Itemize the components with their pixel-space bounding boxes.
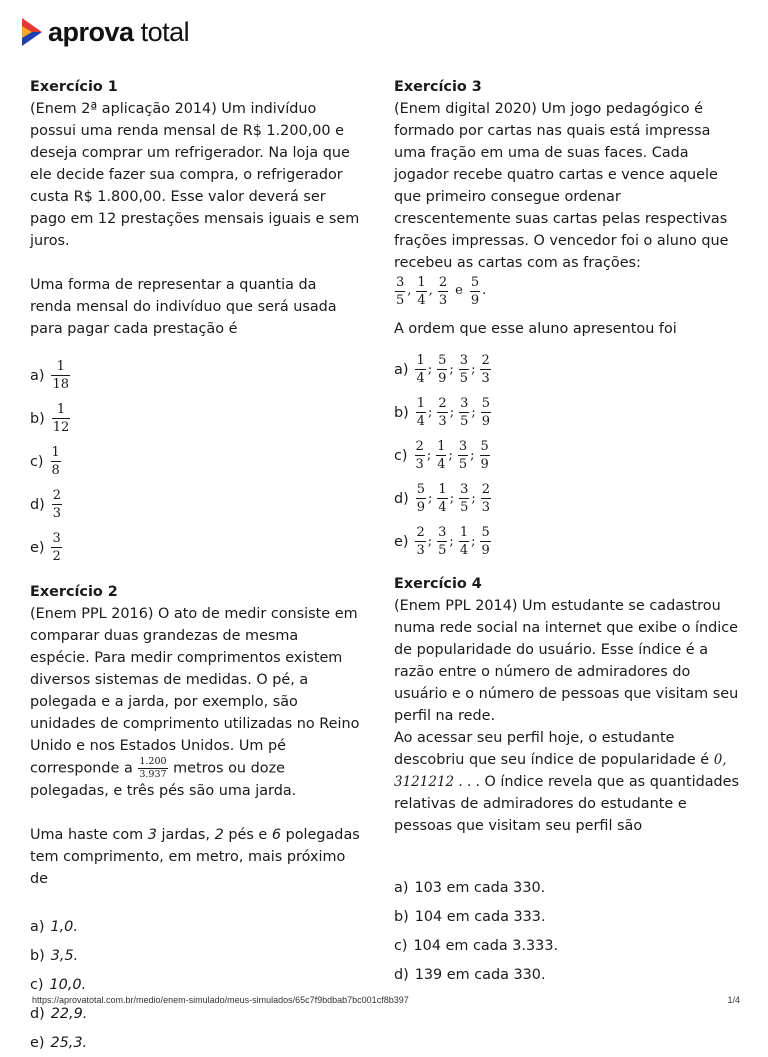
- option-d[interactable]: [30, 483, 360, 526]
- exercise-3: [394, 76, 740, 563]
- option-label: d): [30, 496, 45, 513]
- option-fraction: [51, 531, 61, 564]
- exercise-4-text-2: Ao acessar seu perfil hoje, o estudante descobriu que seu índice de popularidade é 0, 3121212 . . . O índice revela que as quantidades relativas de admiradores do estudante e pessoas que visitam seu perfil são: [394, 730, 740, 834]
- fraction-numerator: 3: [52, 531, 61, 546]
- fraction-denominator: 3: [438, 292, 448, 308]
- fraction-numerator: 3: [459, 353, 469, 368]
- option-a[interactable]: [30, 354, 360, 397]
- option-fraction: [416, 396, 426, 429]
- option-fraction: [480, 525, 490, 558]
- option-label: e): [30, 539, 45, 556]
- semicolon-separator: ;: [427, 533, 433, 549]
- fraction-numerator: 5: [481, 525, 490, 540]
- option-fraction: [480, 439, 490, 472]
- option-label: b): [30, 410, 45, 427]
- exercise-4-text: (Enem PPL 2014) Um estudante se cadastrou numa rede social na internet que exibe o índice de popularidade do usuário. Esse índice é a razão entre o número de admiradores do usuário e o número de pessoas que visitam seu perfil na rede.: [394, 598, 739, 724]
- exercise-3-text: (Enem digital 2020) Um jogo pedagógico é formado por cartas nas quais está impressa uma fração em uma de suas faces. Cada jogador recebe quatro cartas e vence aquele que primeiro consegue ordenar crescentemente suas cartas pelas respectivas frações impressas. O vencedor foi o aluno que recebeu as cartas com as frações:: [394, 101, 729, 271]
- comma-separator: ,: [407, 283, 412, 298]
- card-fraction: [416, 275, 426, 308]
- fraction-numerator: 1: [51, 445, 60, 460]
- exercise-1-question: Uma forma de representar a quantia da renda mensal do indivíduo que será usada para pagar cada prestação é: [30, 277, 337, 337]
- popularity-index: 0, 3121212 . . .: [394, 752, 727, 790]
- card-fraction: [395, 275, 405, 308]
- exercise-2-question: Uma haste com 3 jardas, 2 pés e 6 polegadas tem comprimento, em metro, mais próximo de: [30, 827, 360, 887]
- fraction-numerator: 1: [56, 402, 66, 417]
- option-c[interactable]: [394, 434, 740, 477]
- option-d[interactable]: [394, 477, 740, 520]
- option-fraction: [459, 482, 469, 515]
- fraction-numerator: 2: [438, 396, 447, 411]
- card-fraction: [470, 275, 480, 308]
- fraction-numerator: 1: [416, 353, 425, 368]
- option-label: c): [30, 453, 44, 470]
- option-label: b): [394, 908, 409, 925]
- fraction-denominator: 3: [438, 414, 447, 429]
- fraction-denominator: 5: [458, 457, 468, 472]
- option-e[interactable]: [30, 526, 360, 569]
- fraction-numerator: 3: [396, 274, 405, 290]
- fraction-numerator: 1: [417, 274, 426, 290]
- semicolon-separator: ;: [471, 490, 476, 506]
- fraction-numerator: 1: [416, 396, 426, 411]
- fraction-denominator: 2: [52, 549, 61, 564]
- fraction-numerator: 2: [52, 488, 62, 503]
- option-label: c): [394, 937, 408, 954]
- fraction-denominator: 9: [481, 543, 490, 558]
- right-column: [394, 76, 740, 989]
- semicolon-separator: ;: [428, 490, 433, 506]
- option-value: 139 em cada 330.: [414, 966, 546, 983]
- fraction-denominator: 5: [460, 500, 469, 515]
- card-fraction: [438, 275, 448, 308]
- page-footer: [32, 995, 740, 1005]
- fraction-numerator: 2: [416, 525, 425, 540]
- option-value: 25,3.: [50, 1034, 88, 1051]
- fraction-numerator: 2: [481, 353, 490, 368]
- fraction-denominator: 9: [481, 414, 491, 429]
- fraction-numerator: 2: [438, 274, 448, 290]
- semicolon-separator: ;: [471, 361, 476, 377]
- fraction-denominator: 3: [415, 457, 424, 472]
- option-fraction: [480, 353, 490, 386]
- option-label: b): [394, 404, 409, 421]
- fraction-numerator: 1: [438, 482, 447, 497]
- option-label: d): [394, 966, 409, 983]
- semicolon-separator: ;: [448, 447, 453, 463]
- exercise-4-title: Exercício 4: [394, 576, 482, 592]
- fraction-denominator: 4: [416, 371, 425, 386]
- option-value: 104 em cada 333.: [414, 908, 546, 925]
- fraction-denominator: 5: [459, 371, 469, 386]
- semicolon-separator: ;: [470, 447, 475, 463]
- fraction-numerator: 3: [438, 525, 447, 540]
- exercise-4-options: [394, 873, 740, 989]
- exercise-2: [30, 581, 360, 1057]
- brand-logo[interactable]: [22, 16, 189, 48]
- semicolon-separator: ;: [449, 490, 455, 506]
- option-fraction: [481, 482, 491, 515]
- fraction-numerator: 5: [416, 482, 426, 497]
- exercise-1-options: [30, 354, 360, 569]
- exercise-3-question: A ordem que esse aluno apresentou foi: [394, 321, 677, 337]
- fraction-denominator: 4: [416, 414, 426, 429]
- option-fraction: [437, 482, 447, 515]
- fraction-numerator: 3: [458, 439, 468, 454]
- semicolon-separator: ;: [449, 404, 455, 420]
- option-fraction: [458, 439, 468, 472]
- option-fraction: [437, 353, 447, 386]
- option-value: 104 em cada 3.333.: [413, 937, 559, 954]
- option-fraction: [52, 402, 71, 435]
- fraction-denominator: 18: [52, 377, 69, 392]
- fraction-denominator: 4: [417, 292, 426, 308]
- semicolon-separator: ;: [449, 533, 454, 549]
- exercise-2-options: [30, 912, 360, 1057]
- exercise-1-title: Exercício 1: [30, 79, 118, 95]
- option-fraction: [415, 439, 425, 472]
- fraction-denominator: 3: [416, 543, 425, 558]
- fraction-denominator: 3: [481, 371, 490, 386]
- option-label: a): [30, 918, 45, 935]
- option-fraction: [437, 525, 447, 558]
- semicolon-separator: ;: [428, 404, 433, 420]
- exercise-3-title: Exercício 3: [394, 79, 482, 95]
- left-column: [30, 76, 360, 1057]
- option-fraction: [459, 353, 469, 386]
- fraction-numerator: 5: [470, 274, 480, 290]
- fraction-numerator: 1: [56, 359, 65, 374]
- fraction-denominator: 9: [470, 292, 480, 308]
- fraction-numerator: 3: [460, 482, 469, 497]
- fraction-numerator: 2: [415, 439, 424, 454]
- option-label: e): [394, 533, 409, 550]
- semicolon-separator: ;: [449, 361, 454, 377]
- fraction-numerator: 1: [459, 525, 469, 540]
- fraction-denominator: 4: [437, 457, 446, 472]
- comma-separator: ,: [428, 283, 433, 298]
- period-separator: .: [482, 283, 487, 298]
- option-d[interactable]: [394, 960, 740, 989]
- option-b[interactable]: [30, 397, 360, 440]
- foot-fraction: $\frac{1.200}{3.937}$: [139, 756, 167, 780]
- option-fraction: [437, 396, 447, 429]
- option-fraction: [52, 488, 62, 521]
- fraction-denominator: 4: [459, 543, 469, 558]
- option-value: 1,0.: [50, 918, 78, 935]
- footer-url[interactable]: https://aprovatotal.com.br/medio/enem-simulado/meus-simulados/65c7f9bdbab7bc001cf8b397: [32, 995, 409, 1005]
- semicolon-separator: ;: [471, 404, 476, 420]
- fraction-denominator: 9: [480, 457, 489, 472]
- fraction-denominator: 3: [481, 500, 491, 515]
- exercise-3-options: [394, 348, 740, 563]
- exercise-4: [394, 573, 740, 989]
- option-label: d): [394, 490, 409, 507]
- semicolon-separator: ;: [427, 361, 433, 377]
- option-label: a): [30, 367, 45, 384]
- logo-mark-icon: [22, 18, 42, 46]
- fraction-denominator: 3: [52, 506, 62, 521]
- option-b[interactable]: [394, 391, 740, 434]
- option-fraction: [459, 525, 469, 558]
- semicolon-separator: ;: [426, 447, 432, 463]
- fraction-denominator: 5: [396, 292, 405, 308]
- option-c[interactable]: [394, 931, 740, 960]
- option-fraction: [415, 353, 425, 386]
- option-label: d): [30, 1005, 45, 1022]
- option-a[interactable]: [394, 873, 740, 902]
- page-number: 1/4: [727, 995, 740, 1005]
- fraction-numerator: 1: [437, 439, 446, 454]
- option-value: 3,5.: [50, 947, 79, 964]
- option-label: b): [30, 947, 45, 964]
- brand-wordmark: aprova total: [48, 16, 190, 47]
- fraction-numerator: 2: [481, 482, 491, 497]
- option-fraction: [436, 439, 446, 472]
- fraction-numerator: 5: [481, 396, 491, 411]
- option-fraction: [459, 396, 469, 429]
- exercise-3-cards: [394, 274, 740, 308]
- fraction-denominator: 4: [438, 500, 447, 515]
- semicolon-separator: ;: [471, 533, 476, 549]
- option-e[interactable]: [30, 1028, 360, 1057]
- option-label: c): [30, 976, 44, 993]
- option-label: c): [394, 447, 408, 464]
- option-b[interactable]: [394, 902, 740, 931]
- option-value: 10,0.: [49, 976, 87, 993]
- option-fraction: [415, 525, 425, 558]
- option-fraction: [416, 482, 426, 515]
- option-a[interactable]: [30, 912, 360, 941]
- option-a[interactable]: [394, 348, 740, 391]
- exercise-2-text: (Enem PPL 2016) O ato de medir consiste em comparar duas grandezas de mesma espécie. Para medir comprimentos existem diversos sistemas de medidas. O pé, a polegada e a jarda, por exemplo, são unidades de comprimento utilizadas no Reino Unido e nos Estados Unidos. Um pé corresponde a $\frac{1.200}{3.937}$ metros ou doze polegadas, e três pés são uma jarda.: [30, 606, 360, 799]
- option-label: e): [30, 1034, 45, 1051]
- option-value: 103 em cada 330.: [414, 879, 546, 896]
- option-label: a): [394, 361, 409, 378]
- exercise-1: [30, 76, 360, 569]
- fraction-denominator: 9: [416, 500, 426, 515]
- option-b[interactable]: [30, 941, 360, 970]
- fraction-numerator: 3: [460, 396, 469, 411]
- option-fraction: [51, 445, 61, 478]
- option-e[interactable]: [394, 520, 740, 563]
- fraction-denominator: 9: [438, 371, 447, 386]
- option-fraction: [51, 359, 70, 392]
- fraction-denominator: 5: [460, 414, 469, 429]
- option-c[interactable]: [30, 440, 360, 483]
- exercise-2-title: Exercício 2: [30, 584, 118, 600]
- and-word: e: [455, 283, 463, 298]
- option-value: 22,9.: [50, 1005, 88, 1022]
- fraction-denominator: 12: [52, 420, 70, 435]
- fraction-numerator: 5: [480, 439, 489, 454]
- fraction-numerator: 5: [438, 353, 447, 368]
- option-label: a): [394, 879, 409, 896]
- option-fraction: [481, 396, 491, 429]
- exercise-1-text: (Enem 2ª aplicação 2014) Um indivíduo possui uma renda mensal de R$ 1.200,00 e deseja comprar um refrigerador. Na loja que ele decide fazer sua compra, o refrigerador custa R$ 1.800,00. Esse valor deverá ser pago em 12 prestações mensais iguais e sem juros.: [30, 101, 360, 249]
- fraction-denominator: 8: [51, 463, 60, 478]
- fraction-denominator: 5: [438, 543, 447, 558]
